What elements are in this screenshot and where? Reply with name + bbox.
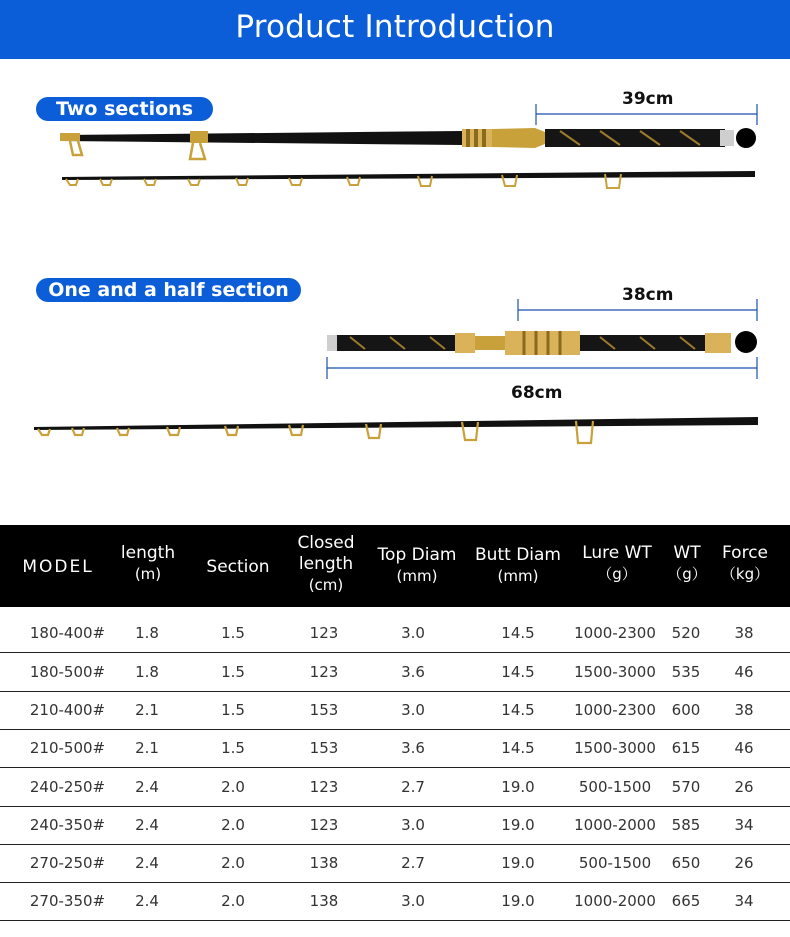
table-row [0,691,790,730]
table-row [0,614,790,653]
two-sections-handle-dim: 39cm [622,89,674,109]
table-row [0,653,790,692]
table-row [0,729,790,768]
cell-lure-wt: 1500-3000 [574,739,656,757]
col-section: Section [206,557,270,577]
cell-butt-diam: 19.0 [501,778,535,796]
cell-wt: 665 [671,892,701,910]
cell-model: 180-500# [29,663,106,681]
cell-force: 34 [734,892,754,910]
cell-lure-wt: 1000-2300 [574,624,656,642]
cell-closed-length: 153 [309,701,339,719]
cell-wt: 535 [671,663,701,681]
col-model: MODEL [22,557,94,577]
cell-length: 2.4 [135,778,159,796]
cell-closed-length: 153 [309,739,339,757]
dimension-line-38 [518,299,757,321]
cell-section: 1.5 [221,663,245,681]
cell-length: 1.8 [135,624,159,642]
cell-section: 2.0 [221,854,245,872]
two-sections-badge: Two sections [36,97,213,121]
cell-butt-diam: 14.5 [501,624,535,642]
cell-lure-wt: 500-1500 [578,854,652,872]
cell-length: 2.4 [135,892,159,910]
cell-top-diam: 3.0 [401,816,425,834]
cell-section: 2.0 [221,816,245,834]
cell-section: 1.5 [221,701,245,719]
cell-model: 270-250# [29,854,106,872]
cell-length: 2.1 [135,701,159,719]
col-butt-diam: Butt Diam (mm) [475,545,561,585]
col-closed-length: Closed length (cm) [297,533,355,594]
one-half-handle-rod [327,331,757,355]
cell-wt: 615 [671,739,701,757]
cell-model: 240-350# [29,816,106,834]
cell-model: 210-400# [29,701,106,719]
cell-force: 38 [734,701,754,719]
cell-lure-wt: 500-1500 [578,778,652,796]
cell-length: 2.4 [135,854,159,872]
cell-butt-diam: 19.0 [501,892,535,910]
cell-top-diam: 3.0 [401,701,425,719]
cell-wt: 650 [671,854,701,872]
cell-butt-diam: 14.5 [501,701,535,719]
cell-wt: 585 [671,816,701,834]
cell-wt: 570 [671,778,701,796]
cell-wt: 600 [671,701,701,719]
cell-top-diam: 2.7 [401,854,425,872]
two-sections-butt-rod [60,128,756,159]
rod-illustrations [0,59,790,499]
cell-section: 2.0 [221,778,245,796]
cell-force: 46 [734,663,754,681]
cell-lure-wt: 1000-2000 [574,816,656,834]
cell-closed-length: 138 [309,854,339,872]
cell-butt-diam: 14.5 [501,739,535,757]
cell-force: 26 [734,854,754,872]
cell-top-diam: 2.7 [401,778,425,796]
cell-top-diam: 3.6 [401,739,425,757]
cell-top-diam: 3.6 [401,663,425,681]
cell-butt-diam: 19.0 [501,854,535,872]
cell-section: 2.0 [221,892,245,910]
cell-section: 1.5 [221,624,245,642]
cell-force: 34 [734,816,754,834]
cell-wt: 520 [671,624,701,642]
cell-closed-length: 123 [309,663,339,681]
table-row [0,806,790,845]
header-banner [0,0,790,59]
cell-model: 270-350# [29,892,106,910]
cell-lure-wt: 1000-2300 [574,701,656,719]
cell-section: 1.5 [221,739,245,757]
dimension-line-68 [327,357,757,379]
cell-butt-diam: 19.0 [501,816,535,834]
one-half-closed-dim: 68cm [511,383,563,403]
table-row [0,768,790,807]
table-row [0,882,790,921]
cell-closed-length: 138 [309,892,339,910]
cell-top-diam: 3.0 [401,624,425,642]
cell-top-diam: 3.0 [401,892,425,910]
cell-force: 46 [734,739,754,757]
cell-lure-wt: 1000-2000 [574,892,656,910]
cell-length: 1.8 [135,663,159,681]
col-length: length (m) [120,543,176,583]
cell-lure-wt: 1500-3000 [574,663,656,681]
dimension-line-39 [536,104,757,125]
cell-length: 2.1 [135,739,159,757]
one-half-blank-rod [34,417,758,443]
cell-model: 180-400# [29,624,106,642]
cell-length: 2.4 [135,816,159,834]
page-title: Product Introduction [235,9,555,45]
cell-closed-length: 123 [309,624,339,642]
col-force: Force （kg） [720,543,770,583]
cell-force: 38 [734,624,754,642]
cell-butt-diam: 14.5 [501,663,535,681]
table-row [0,844,790,883]
cell-force: 26 [734,778,754,796]
col-top-diam: Top Diam (mm) [377,545,457,585]
one-half-section-badge: One and a half section [36,278,301,302]
cell-closed-length: 123 [309,816,339,834]
col-wt: WT （g） [667,543,707,583]
cell-model: 240-250# [29,778,106,796]
col-lure-wt: Lure WT （g） [582,543,652,583]
spec-table-header [0,525,790,607]
one-half-handle-dim: 38cm [622,285,674,305]
two-sections-tip-rod [62,171,755,188]
cell-closed-length: 123 [309,778,339,796]
cell-model: 210-500# [29,739,106,757]
